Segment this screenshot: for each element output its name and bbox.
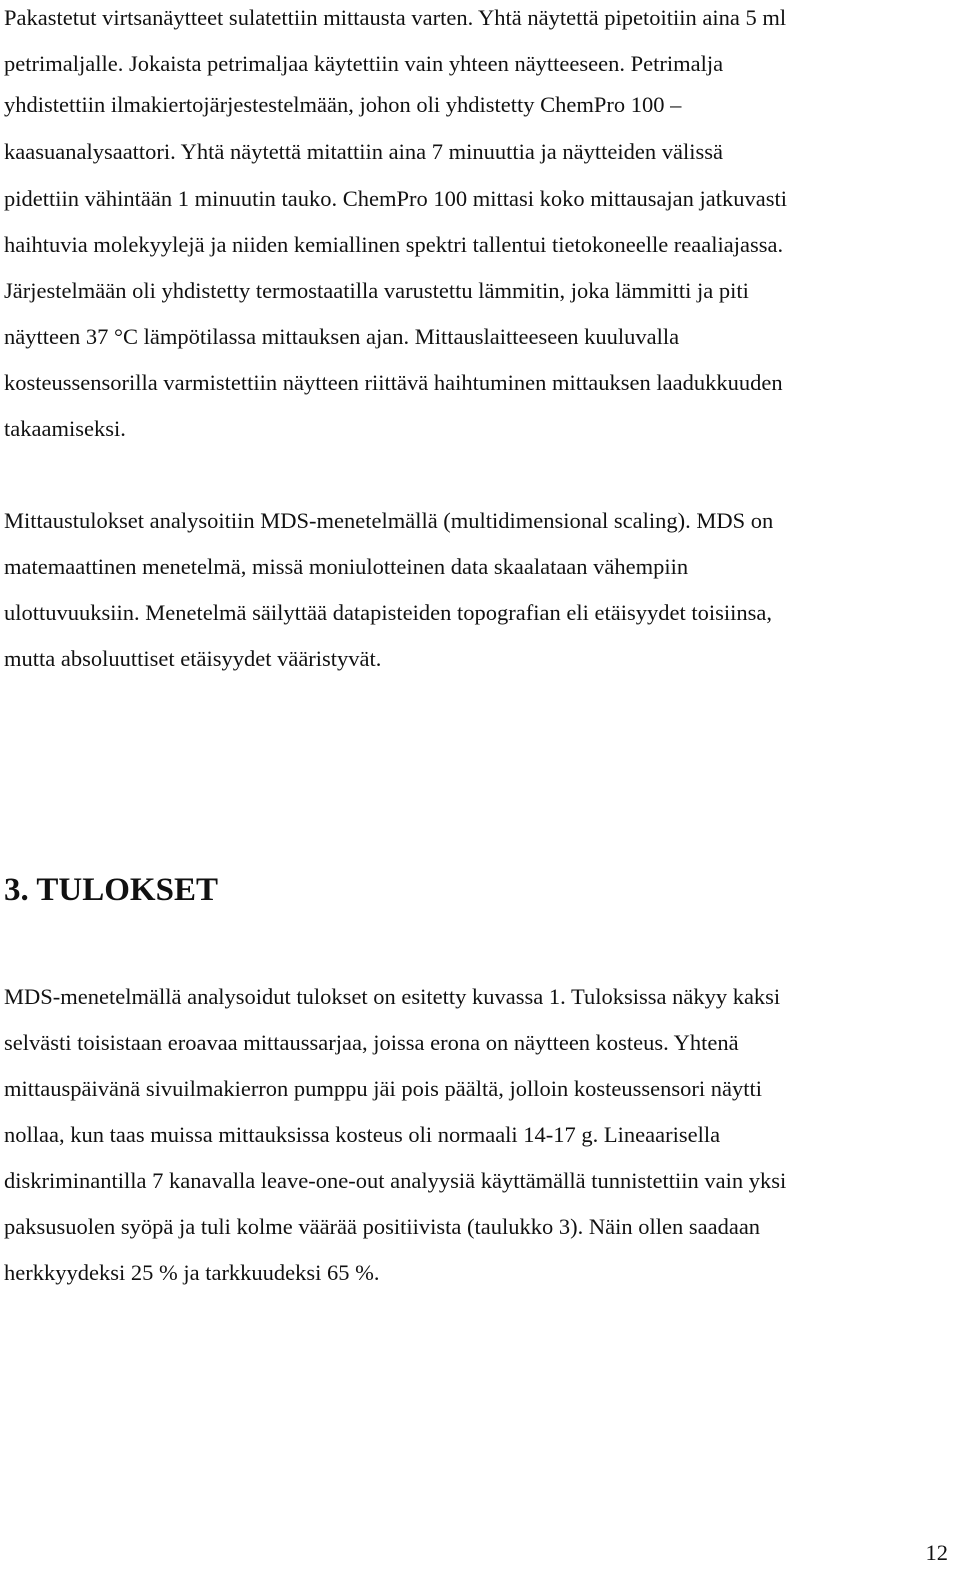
text-line: ulottuvuuksiin. Menetelmä säilyttää datapisteiden topografian eli etäisyydet toisiinsa, <box>4 600 772 625</box>
text-line: haihtuvia molekyylejä ja niiden kemiallinen spektri tallentui tietokoneelle reaaliajassa. <box>4 232 784 257</box>
text-line: Pakastetut virtsanäytteet sulatettiin mittausta varten. Yhtä näytettä pipetoitiin aina 5 ml <box>4 5 787 30</box>
text-line: paksusuolen syöpä ja tuli kolme väärää positiivista (taulukko 3). Näin ollen saadaan <box>4 1214 761 1239</box>
text-line: Järjestelmään oli yhdistetty termostaatilla varustettu lämmitin, joka lämmitti ja piti <box>4 278 749 303</box>
page-number: 12 <box>925 1540 948 1565</box>
text-line: mittauspäivänä sivuilmakierron pumppu jäi pois päältä, jolloin kosteussensori näytti <box>4 1076 763 1101</box>
text-line: nollaa, kun taas muissa mittauksissa kosteus oli normaali 14-17 g. Lineaarisella <box>4 1122 721 1147</box>
text-line: mutta absoluuttiset etäisyydet vääristyvät. <box>4 646 382 671</box>
text-line: Mittaustulokset analysoitiin MDS-menetelmällä (multidimensional scaling). MDS on <box>4 508 774 533</box>
text-line: pidettiin vähintään 1 minuutin tauko. ChemPro 100 mittasi koko mittausajan jatkuvasti <box>4 186 788 211</box>
section-heading: 3. TULOKSET <box>4 872 218 908</box>
text-line: näytteen 37 °C lämpötilassa mittauksen ajan. Mittauslaitteeseen kuuluvalla <box>4 324 680 349</box>
text-line: kaasuanalysaattori. Yhtä näytettä mitattiin aina 7 minuuttia ja näytteiden välissä <box>4 139 723 164</box>
text-line: matemaattinen menetelmä, missä moniulotteinen data skaalataan vähempiin <box>4 554 689 579</box>
text-line: petrimaljalle. Jokaista petrimaljaa käytettiin vain yhteen näytteeseen. Petrimalja <box>4 51 724 76</box>
text-line: diskriminantilla 7 kanavalla leave-one-out analyysiä käyttämällä tunnistettiin vain yksi <box>4 1168 787 1193</box>
text-line: MDS-menetelmällä analysoidut tulokset on esitetty kuvassa 1. Tuloksissa näkyy kaksi <box>4 984 781 1009</box>
text-line: takaamiseksi. <box>4 416 126 441</box>
text-line: yhdistettiin ilmakiertojärjestestelmään, johon oli yhdistetty ChemPro 100 – <box>4 92 682 117</box>
text-line: selvästi toisistaan eroavaa mittaussarjaa, joissa erona on näytteen kosteus. Yhtenä <box>4 1030 739 1055</box>
text-line: kosteussensorilla varmistettiin näytteen riittävä haihtuminen mittauksen laadukkuuden <box>4 370 783 395</box>
text-line: herkkyydeksi 25 % ja tarkkuudeksi 65 %. <box>4 1260 380 1285</box>
